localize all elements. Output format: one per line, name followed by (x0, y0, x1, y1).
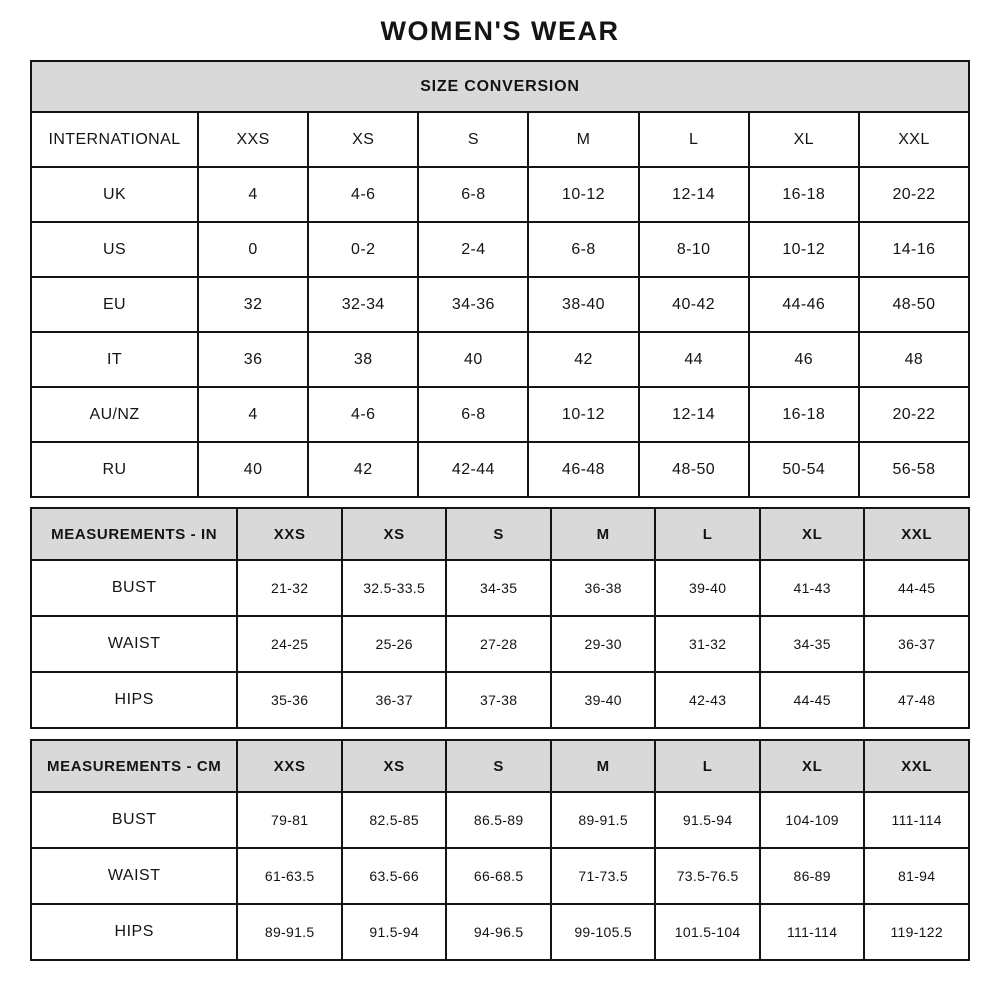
value-cell: 4 (198, 387, 308, 442)
row-label: BUST (31, 560, 237, 616)
value-cell: 63.5-66 (342, 848, 447, 904)
table-row (31, 848, 969, 904)
row-label: IT (31, 332, 198, 387)
measurements-cm-header-row (31, 740, 969, 792)
header-row (31, 508, 969, 560)
value-cell: 47-48 (864, 672, 969, 728)
value-cell: 10-12 (528, 167, 638, 222)
value-cell: 44-46 (749, 277, 859, 332)
value-cell: 42 (308, 442, 418, 497)
table-row (31, 442, 969, 497)
value-cell: 35-36 (237, 672, 342, 728)
table-row (31, 167, 969, 222)
value-cell: 111-114 (864, 792, 969, 848)
size-conversion-body (31, 112, 969, 497)
value-cell: 4-6 (308, 387, 418, 442)
value-cell: 44 (639, 332, 749, 387)
value-cell: 42-44 (418, 442, 528, 497)
size-column-header: XS (342, 508, 447, 560)
row-label: WAIST (31, 616, 237, 672)
value-cell: 86.5-89 (446, 792, 551, 848)
value-cell: 8-10 (639, 222, 749, 277)
value-cell: 36-38 (551, 560, 656, 616)
value-cell: 50-54 (749, 442, 859, 497)
size-column-header: XL (760, 508, 865, 560)
value-cell: S (418, 112, 528, 167)
row-label: HIPS (31, 672, 237, 728)
value-cell: 86-89 (760, 848, 865, 904)
value-cell: 12-14 (639, 167, 749, 222)
value-cell: 44-45 (864, 560, 969, 616)
value-cell: 32.5-33.5 (342, 560, 447, 616)
value-cell: 2-4 (418, 222, 528, 277)
value-cell: 71-73.5 (551, 848, 656, 904)
row-label: US (31, 222, 198, 277)
value-cell: 39-40 (551, 672, 656, 728)
measurements_in-title: MEASUREMENTS - IN (31, 508, 237, 560)
table-banner-row (31, 61, 969, 112)
row-label: RU (31, 442, 198, 497)
row-label: BUST (31, 792, 237, 848)
measurements-in-body (31, 560, 969, 728)
value-cell: 36-37 (864, 616, 969, 672)
row-label: EU (31, 277, 198, 332)
value-cell: 37-38 (446, 672, 551, 728)
measurements-cm-table (30, 739, 970, 961)
size-column-header: XL (760, 740, 865, 792)
measurements-cm-body (31, 792, 969, 960)
size-conversion-table (30, 60, 970, 498)
value-cell: 91.5-94 (655, 792, 760, 848)
value-cell: 6-8 (528, 222, 638, 277)
table-row (31, 222, 969, 277)
value-cell: 16-18 (749, 387, 859, 442)
value-cell: 32-34 (308, 277, 418, 332)
size-column-header: XS (342, 740, 447, 792)
measurements-in-header-row (31, 508, 969, 560)
value-cell: 38 (308, 332, 418, 387)
value-cell: 20-22 (859, 387, 969, 442)
value-cell: 38-40 (528, 277, 638, 332)
value-cell: 40 (418, 332, 528, 387)
value-cell: 89-91.5 (237, 904, 342, 960)
size-column-header: XXL (864, 740, 969, 792)
value-cell: 61-63.5 (237, 848, 342, 904)
value-cell: 20-22 (859, 167, 969, 222)
value-cell: XS (308, 112, 418, 167)
value-cell: 89-91.5 (551, 792, 656, 848)
value-cell: 10-12 (528, 387, 638, 442)
size-column-header: S (446, 508, 551, 560)
value-cell: 36-37 (342, 672, 447, 728)
row-label: AU/NZ (31, 387, 198, 442)
value-cell: 34-35 (446, 560, 551, 616)
size-column-header: L (655, 740, 760, 792)
table-row (31, 277, 969, 332)
value-cell: 42 (528, 332, 638, 387)
table-row (31, 387, 969, 442)
row-label: HIPS (31, 904, 237, 960)
value-cell: 91.5-94 (342, 904, 447, 960)
value-cell: 94-96.5 (446, 904, 551, 960)
value-cell: XXL (859, 112, 969, 167)
value-cell: 111-114 (760, 904, 865, 960)
value-cell: 56-58 (859, 442, 969, 497)
value-cell: 24-25 (237, 616, 342, 672)
table-row (31, 112, 969, 167)
value-cell: 10-12 (749, 222, 859, 277)
value-cell: 27-28 (446, 616, 551, 672)
value-cell: 34-36 (418, 277, 528, 332)
value-cell: 6-8 (418, 167, 528, 222)
measurements-in-table (30, 507, 970, 729)
row-label: WAIST (31, 848, 237, 904)
size-conversion-header: SIZE CONVERSION (31, 61, 969, 112)
value-cell: 4 (198, 167, 308, 222)
size-column-header: XXS (237, 740, 342, 792)
page-title: WOMEN'S WEAR (380, 16, 620, 46)
value-cell: 41-43 (760, 560, 865, 616)
table-row (31, 332, 969, 387)
value-cell: 73.5-76.5 (655, 848, 760, 904)
value-cell: 12-14 (639, 387, 749, 442)
value-cell: 82.5-85 (342, 792, 447, 848)
value-cell: 4-6 (308, 167, 418, 222)
value-cell: 99-105.5 (551, 904, 656, 960)
value-cell: 48-50 (639, 442, 749, 497)
value-cell: 101.5-104 (655, 904, 760, 960)
row-label: INTERNATIONAL (31, 112, 198, 167)
value-cell: 6-8 (418, 387, 528, 442)
value-cell: 0-2 (308, 222, 418, 277)
value-cell: 40 (198, 442, 308, 497)
value-cell: 79-81 (237, 792, 342, 848)
value-cell: 32 (198, 277, 308, 332)
table-row (31, 560, 969, 616)
row-label: UK (31, 167, 198, 222)
size-column-header: L (655, 508, 760, 560)
table-row (31, 904, 969, 960)
value-cell: 48-50 (859, 277, 969, 332)
value-cell: 40-42 (639, 277, 749, 332)
value-cell: 31-32 (655, 616, 760, 672)
value-cell: 16-18 (749, 167, 859, 222)
value-cell: XL (749, 112, 859, 167)
value-cell: L (639, 112, 749, 167)
size-column-header: XXL (864, 508, 969, 560)
value-cell: 44-45 (760, 672, 865, 728)
value-cell: 104-109 (760, 792, 865, 848)
table-row (31, 616, 969, 672)
value-cell: 81-94 (864, 848, 969, 904)
value-cell: 36 (198, 332, 308, 387)
value-cell: 34-35 (760, 616, 865, 672)
table-row (31, 672, 969, 728)
value-cell: 119-122 (864, 904, 969, 960)
size-column-header: S (446, 740, 551, 792)
value-cell: 46 (749, 332, 859, 387)
header-row (31, 740, 969, 792)
value-cell: 46-48 (528, 442, 638, 497)
size-column-header: XXS (237, 508, 342, 560)
value-cell: 39-40 (655, 560, 760, 616)
value-cell: 66-68.5 (446, 848, 551, 904)
value-cell: 14-16 (859, 222, 969, 277)
value-cell: 42-43 (655, 672, 760, 728)
value-cell: 48 (859, 332, 969, 387)
value-cell: M (528, 112, 638, 167)
size-column-header: M (551, 508, 656, 560)
value-cell: 21-32 (237, 560, 342, 616)
value-cell: 25-26 (342, 616, 447, 672)
value-cell: 29-30 (551, 616, 656, 672)
value-cell: XXS (198, 112, 308, 167)
size-column-header: M (551, 740, 656, 792)
table-row (31, 792, 969, 848)
value-cell: 0 (198, 222, 308, 277)
measurements_cm-title: MEASUREMENTS - CM (31, 740, 237, 792)
